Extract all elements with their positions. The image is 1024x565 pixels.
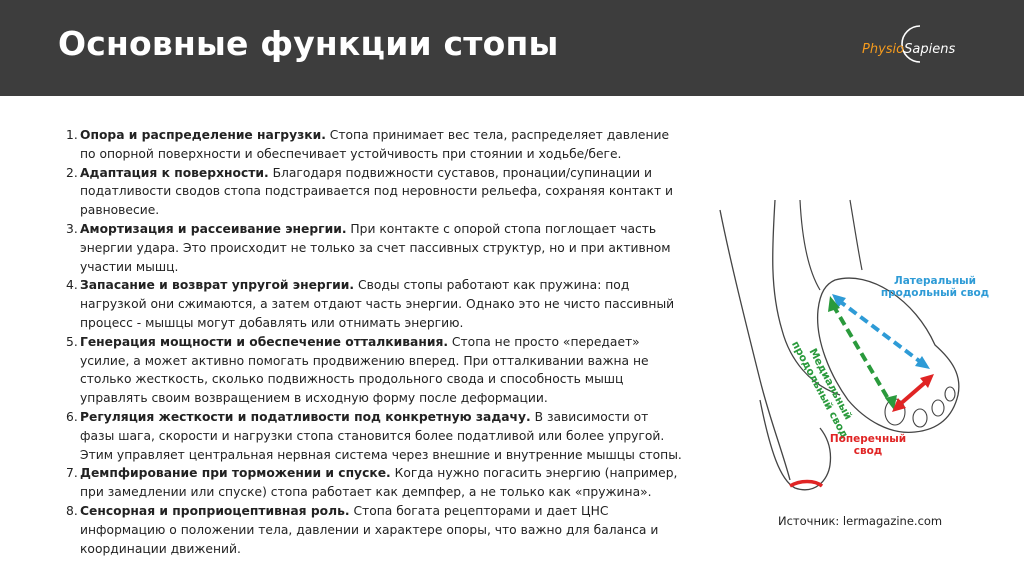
item-heading: Опора и распределение нагрузки. <box>80 128 326 142</box>
toe-3 <box>932 400 944 416</box>
list-item <box>66 164 686 220</box>
leg-outline <box>720 210 790 480</box>
item-number: 1. <box>66 128 78 142</box>
list-item <box>66 126 686 164</box>
transverse-heel-marker <box>790 482 822 487</box>
list-item <box>66 333 686 408</box>
source-caption: Источник: lermagazine.com <box>778 514 943 528</box>
item-heading: Запасание и возврат упругой энергии. <box>80 278 355 293</box>
list-item <box>66 408 686 464</box>
item-number: 6. <box>66 409 78 424</box>
lateral-arch-label: Латеральный продольный свод <box>880 275 990 299</box>
item-text: При контакте с опорой стопа поглощает часть энергии удара. Это происходит не только за счет пассивных структур, но и при активном участии мышц. <box>80 221 671 274</box>
item-number: 4. <box>66 278 78 293</box>
item-number: 5. <box>66 334 78 349</box>
calf-line <box>850 200 862 270</box>
logo-physio: Physio <box>862 42 905 57</box>
list-item <box>66 220 686 276</box>
item-heading: Адаптация к поверхности. <box>80 165 269 180</box>
toe-2 <box>913 409 927 427</box>
transverse-arch-label: Поперечный свод <box>829 433 907 457</box>
page-title: Основные функции стопы <box>58 24 559 63</box>
shin-line <box>800 200 820 290</box>
item-number: 7. <box>66 466 78 481</box>
functions-list <box>66 126 686 558</box>
item-heading: Регуляция жесткости и податливости под конкретную задачу. <box>80 409 531 424</box>
list-item <box>66 464 686 502</box>
list-item <box>66 276 686 332</box>
item-heading: Амортизация и рассеивание энергии. <box>80 221 347 236</box>
list-item <box>66 502 686 558</box>
item-heading: Сенсорная и проприоцептивная роль. <box>80 503 350 518</box>
item-text: Когда нужно погасить энергию (например, при замедлении или спуске) стопа работает как демпфер, а не только как «пружина». <box>80 466 678 500</box>
item-text: Благодаря подвижности суставов, пронации/супинации и податливости сводов стопа подстраивается под неровности рельефа, сохраняя контакт и равновесие. <box>80 165 674 218</box>
item-text: Стопа богата рецепторами и дает ЦНС информацию о положении тела, давлении и характере опоры, что важно для баланса и координации движений. <box>80 503 659 556</box>
item-heading: Генерация мощности и обеспечение отталкивания. <box>80 334 449 349</box>
physiosapiens-logo <box>858 30 968 74</box>
item-number: 2. <box>66 165 78 180</box>
medial-arch-label: Медиальный продольный свод <box>788 339 855 441</box>
item-text: В зависимости от фазы шага, скорости и нагрузки стопа становится более податливой или более упругой. Этим управляет центральная нервная система через внешние и внутренние мышцы стопы. <box>80 409 682 462</box>
item-number: 8. <box>66 503 78 518</box>
item-text: Своды стопы работают как пружина: под нагрузкой они сжимаются, а затем отдают часть энергии. Однако это не чисто пассивный процесс - мышцы могут добавлять или отнимать энергию. <box>80 278 675 330</box>
item-heading: Демпфирование при торможении и спуске. <box>80 466 391 481</box>
logo-sapiens: Sapiens <box>904 42 956 57</box>
item-number: 3. <box>66 221 78 236</box>
logo-text <box>862 42 955 57</box>
toe-4 <box>945 387 955 401</box>
transverse-arch-arrow <box>898 380 928 406</box>
header-bar <box>0 0 1024 96</box>
item-text: Стопа принимает вес тела, распределяет давление по опорной поверхности и обеспечивает устойчивость при стоянии и ходьбе/беге. <box>80 128 670 161</box>
item-text: Стопа не просто «передает» усилие, а может активно помогать продвижению вперед. При отталкивании важна не столько жесткость, сколько подвижность продольного свода и способность мышц управлять своим возвращением в исходную форму после деформации. <box>80 334 649 406</box>
